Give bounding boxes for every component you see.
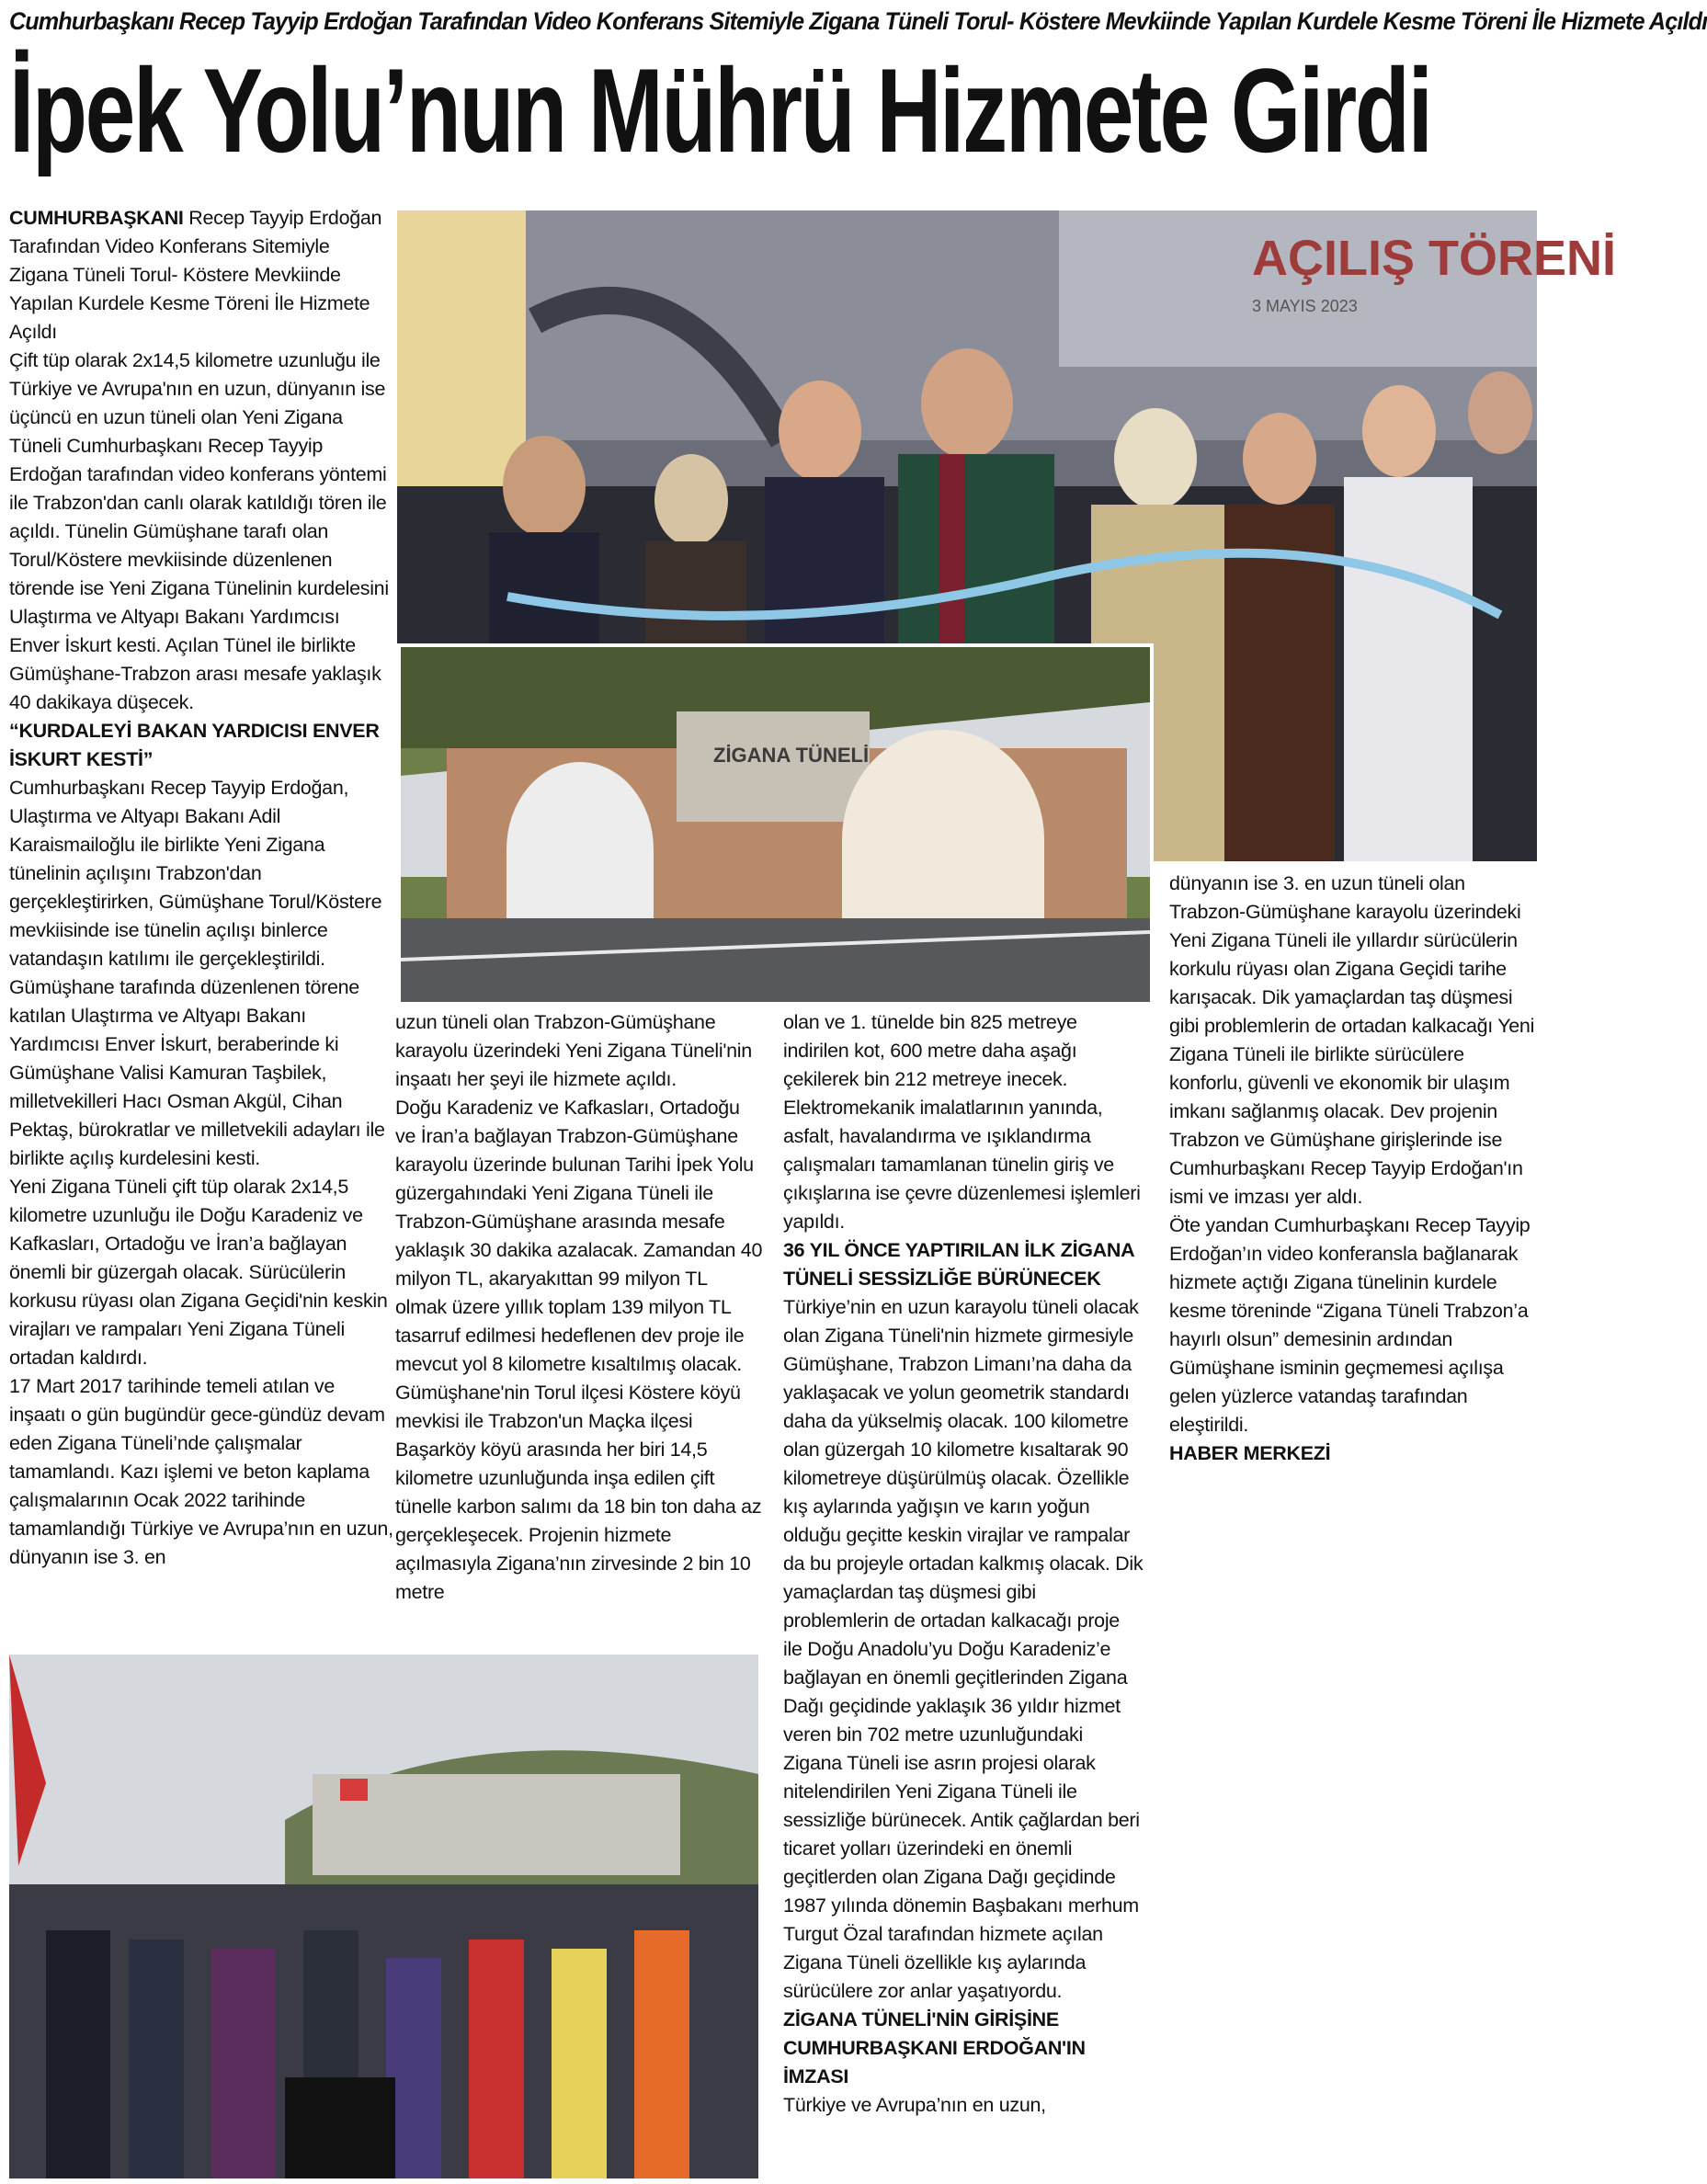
ceremony-date: 3 MAYIS 2023 bbox=[1252, 297, 1358, 315]
body-paragraph: Öte yandan Cumhurbaşkanı Recep Tayyip Erdoğan’ın video konferansla bağlanarak hizmete açtığı Zigana tünelinin kurdele kesme töreninde “Zigana Tüneli Trabzon’a hayırlı olsun” demesinin ardından Gümüşhane isminin geçmemesi açılışa gelen yüzlerce vatandaş tarafından eleştirildi. bbox=[1169, 1214, 1531, 1436]
column-4 bbox=[1169, 870, 1537, 1468]
tunnel-photo bbox=[397, 643, 1154, 1006]
byline: HABER MERKEZİ bbox=[1169, 1442, 1331, 1464]
lead-word: CUMHURBAŞKANI bbox=[9, 207, 184, 229]
intro-text: Recep Tayyip Erdoğan Tarafından Video Konferans Sitemiyle Zigana Tüneli Torul- Köstere Mevkiinde Yapılan Kurdele Kesme Töreni İle Hizmete Açıldı bbox=[9, 207, 382, 343]
body-paragraph: Doğu Karadeniz ve Kafkasları, Ortadoğu ve İran’a bağlayan Trabzon-Gümüşhane karayolu üzerinde bulunan Tarihi İpek Yolu güzergahındaki Yeni Zigana Tüneli ile Trabzon-Gümüşhane arasında mesafe yaklaşık 30 dakika azalacak. Zamandan 40 milyon TL, akaryakıttan 99 milyon TL olmak üzere yıllık toplam 139 milyon TL tasarruf edilmesi hedeflenen dev proje ile mevcut yol 8 kilometre kısaltılmış olacak. Gümüşhane'nin Torul ilçesi Köstere köyü mevkisi ile Trabzon'un Maçka ilçesi Başarköy köyü arasında her biri 14,5 kilometre uzunluğunda inşa edilen çift tünelle karbon salımı da 18 bin ton daha az gerçekleşecek. Projenin hizmete açılmasıyla Zigana’nın zirvesinde 2 bin 10 metre bbox=[395, 1097, 763, 1603]
ceremony-banner: AÇILIŞ TÖRENİ bbox=[1252, 231, 1617, 286]
body-paragraph: olan ve 1. tünelde bin 825 metreye indirilen kot, 600 metre daha aşağı çekilerek bin 212 metreye inecek. Elektromekanik imalatlarının yanında, asfalt, havalandırma ve ışıklandırma çalışmaları tamamlanan tünelin giriş ve çıkışlarına ise çevre düzenlemesi işlemleri yapıldı. bbox=[783, 1011, 1141, 1233]
body-paragraph: 17 Mart 2017 tarihinde temeli atılan ve inşaatı o gün bugündür gece-gündüz devam eden Zigana Tüneli’nde çalışmalar tamamlandı. Kazı işlemi ve beton kaplama çalışmalarının Ocak 2022 tarihinde tamamlandığı Türkiye ve Avrupa’nın en uzun, dünyanın ise 3. en bbox=[9, 1375, 393, 1568]
column-1 bbox=[9, 204, 393, 1572]
subheading: 36 YIL ÖNCE YAPTIRILAN İLK ZİGANA TÜNELİ SESSİZLİĞE BÜRÜNECEK bbox=[783, 1239, 1134, 1290]
body-paragraph: Türkiye ve Avrupa’nın en uzun, bbox=[783, 2094, 1046, 2116]
subheading: ZİGANA TÜNELİ'NİN GİRİŞİNE CUMHURBAŞKANI ERDOĞAN'IN İMZASI bbox=[783, 2008, 1086, 2087]
tunnel-sign: ZİGANA TÜNELİ bbox=[713, 744, 870, 767]
headline: İpek Yolu’nun Mührü Hizmete Girdi bbox=[9, 43, 1431, 177]
column-3 bbox=[783, 1008, 1144, 2120]
column-2 bbox=[395, 1008, 763, 1607]
body-paragraph: uzun tüneli olan Trabzon-Gümüşhane karayolu üzerindeki Yeni Zigana Tüneli'nin inşaatı her şeyi ile hizmete açıldı. bbox=[395, 1011, 752, 1090]
body-paragraph: Yeni Zigana Tüneli çift tüp olarak 2x14,5 kilometre uzunluğu ile Doğu Karadeniz ve Kafkasları, Ortadoğu ve İran’a bağlayan önemli bir güzergah olacak. Sürücülerin korkusu rüyası olan Zigana Geçidi'nin keskin virajları ve rampaları Yeni Zigana Tüneli ortadan kaldırdı. bbox=[9, 1176, 388, 1369]
body-paragraph: Cumhurbaşkanı Recep Tayyip Erdoğan, Ulaştırma ve Altyapı Bakanı Adil Karaismailoğlu ile birlikte Yeni Zigana tünelinin açılışını Trabzon'dan gerçekleştirirken, Gümüşhane Torul/Köstere mevkiisinde ise tünelin açılışı binlerce vatandaşın katılımı ile gerçekleştirildi. Gümüşhane tarafında düzenlenen törene katılan Ulaştırma ve Altyapı Bakanı Yardımcısı Enver İskurt, beraberinde ki Gümüşhane Valisi Kamuran Taşbilek, milletvekilleri Hacı Osman Akgül, Cihan Pektaş, bürokratlar ve milletvekili adayları ile birlikte açılış kurdelesini kesti. bbox=[9, 777, 385, 1169]
body-paragraph: Türkiye’nin en uzun karayolu tüneli olacak olan Zigana Tüneli'nin hizmete girmesiyle Gümüşhane, Trabzon Limanı’na daha da yaklaşacak ve yolun geometrik standardı daha da yükselmiş olacak. 100 kilometre olan güzergah 10 kilometre kısaltarak 90 kilometreye düşürülmüş olacak. Özellikle kış aylarında yağışın ve karın yoğun olduğu geçitte keskin virajlar ve rampalar da bu projeyle ortadan kalkmış olacak. Dik yamaçlardan taş düşmesi gibi problemlerin de ortadan kalkacağı proje ile Doğu Anadolu’yu Doğu Karadeniz’e bağlayan en önemli geçitlerinden Zigana Dağı geçidinde yaklaşık 36 yıldır hizmet veren bin 702 metre uzunluğundaki Zigana Tüneli ise asrın projesi olarak nitelendirilen Yeni Zigana Tüneli ile sessizliğe bürünecek. Antik çağlardan beri ticaret yolları üzerindeki en önemli geçitlerden olan Zigana Dağı geçidinde 1987 yılında dönemin Başbakanı merhum Turgut Özal tarafından hizmete açılan Zigana Tüneli özellikle kış aylarında sürücülere zor anlar yaşatıyordu. bbox=[783, 1296, 1144, 2002]
subheading: “KURDALEYİ BAKAN YARDICISI ENVER İSKURT KESTİ” bbox=[9, 720, 380, 770]
body-paragraph: Çift tüp olarak 2x14,5 kilometre uzunluğu ile Türkiye ve Avrupa'nın en uzun, dünyanın ise üçüncü en uzun tüneli olan Yeni Zigana Tüneli Cumhurbaşkanı Recep Tayyip Erdoğan tarafından video konferans yöntemi ile Trabzon'dan canlı olarak katıldığı tören ile açıldı. Tünelin Gümüşhane tarafı olan Torul/Köstere mevkiisinde düzenlenen törende ise Yeni Zigana Tünelinin kurdelesini Ulaştırma ve Altyapı Bakanı Yardımcısı Enver İskurt kesti. Açılan Tünel ile birlikte Gümüşhane-Trabzon arası mesafe yaklaşık 40 dakikaya düşecek. bbox=[9, 349, 389, 713]
kicker: Cumhurbaşkanı Recep Tayyip Erdoğan Tarafından Video Konferans Sitemiyle Zigana Tüneli Torul- Köstere Mevkiinde Yapılan Kurdele Kesme Töreni İle Hizmete Açıldı bbox=[9, 7, 1707, 35]
body-paragraph: dünyanın ise 3. en uzun tüneli olan Trabzon-Gümüşhane karayolu üzerindeki Yeni Zigana Tüneli ile yıllardır sürücülerin korkulu rüyası olan Zigana Geçidi tarihe karışacak. Dik yamaçlardan taş düşmesi gibi problemlerin de ortadan kalkacağı Yeni Zigana Tüneli ile birlikte sürücülere konforlu, güvenli ve ekonomik bir ulaşım imkanı sağlanmış olacak. Dev projenin Trabzon ve Gümüşhane girişlerinde ise Cumhurbaşkanı Recep Tayyip Erdoğan'ın ismi ve imzası yer aldı. bbox=[1169, 872, 1535, 1208]
intro-paragraph bbox=[9, 204, 393, 347]
crowd-photo bbox=[9, 1655, 758, 2178]
